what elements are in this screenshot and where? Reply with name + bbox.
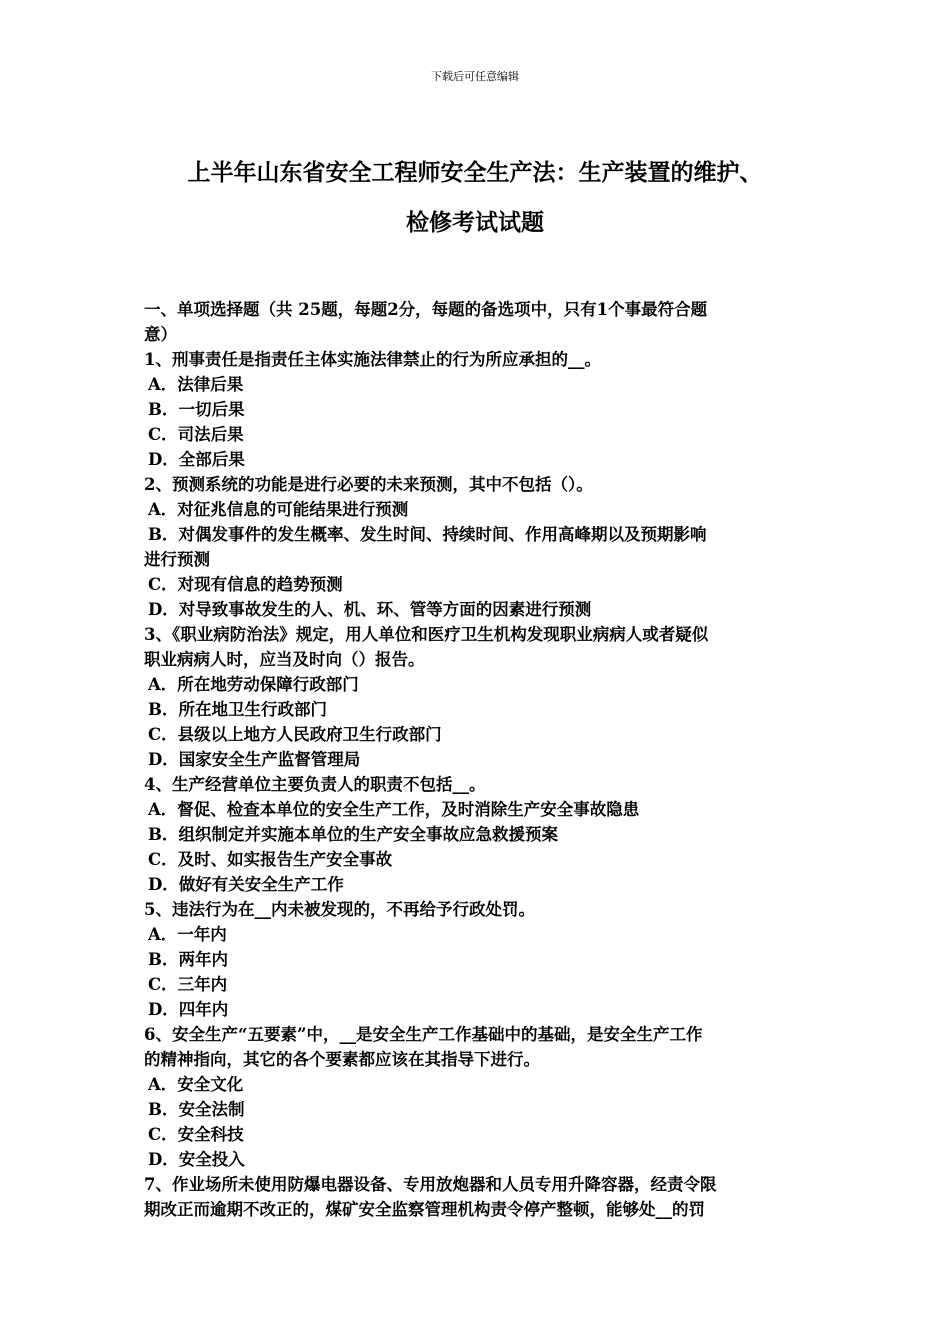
- option-c: C．安全科技: [148, 1125, 244, 1144]
- option-c: C．司法后果: [148, 425, 244, 444]
- question-stem: 5、违法行为在__内未被发现的，不再给予行政处罚。: [144, 900, 535, 919]
- option-d: D．安全投入: [148, 1150, 245, 1169]
- option-a: A．法律后果: [148, 375, 244, 394]
- question-stem-line-1: 7、作业场所未使用防爆电器设备、专用放炮器和人员专用升降容器，经责令限: [144, 1175, 717, 1194]
- option-d: D．全部后果: [148, 450, 245, 469]
- question-stem-line-1: 6、安全生产“五要素”中，__是安全生产工作基础中的基础，是安全生产工作: [144, 1025, 703, 1044]
- question-2: [144, 472, 812, 622]
- question-1: [144, 347, 812, 472]
- title-line-2: 检修考试试题: [406, 209, 544, 236]
- question-stem-line-1: 3、《职业病防治法》规定，用人单位和医疗卫生机构发现职业病病人或者疑似: [144, 625, 709, 644]
- option-d: D．对导致事故发生的人、机、环、管等方面的因素进行预测: [148, 600, 592, 619]
- document-title: [130, 148, 820, 248]
- option-b: B．组织制定并实施本单位的生产安全事故应急救援预案: [148, 825, 558, 844]
- option-a: A．对征兆信息的可能结果进行预测: [148, 500, 409, 519]
- option-d: D．做好有关安全生产工作: [148, 875, 344, 894]
- option-b-line-1: B．对偶发事件的发生概率、发生时间、持续时间、作用高峰期以及预期影响: [148, 525, 707, 544]
- option-c: C．及时、如实报告生产安全事故: [148, 850, 393, 869]
- option-b: B．安全法制: [148, 1100, 245, 1119]
- title-line-1: 上半年山东省安全工程师安全生产法：生产装置的维护、: [187, 159, 763, 186]
- option-c: C．三年内: [148, 975, 228, 994]
- option-a: A．安全文化: [148, 1075, 244, 1094]
- option-a: A．所在地劳动保障行政部门: [148, 675, 359, 694]
- header-note: 下载后可任意编辑: [431, 70, 519, 83]
- question-stem: 2、预测系统的功能是进行必要的未来预测，其中不包括（）。: [144, 475, 593, 494]
- section-heading-line-1: 一、单项选择题（共 25题，每题2分，每题的备选项中，只有1个事最符合题: [144, 300, 708, 319]
- option-c: C．县级以上地方人民政府卫生行政部门: [148, 725, 442, 744]
- option-a: A．一年内: [148, 925, 227, 944]
- option-b: B．一切后果: [148, 400, 245, 419]
- question-stem-line-2: 期改正而逾期不改正的，煤矿安全监察管理机构责令停产整顿，能够处__的罚: [144, 1200, 705, 1219]
- question-3: [144, 622, 812, 772]
- question-stem-line-2: 的精神指向，其它的各个要素都应该在其指导下进行。: [144, 1050, 540, 1069]
- section-heading-line-2: 意）: [144, 325, 177, 344]
- question-stem-line-2: 职业病病人时，应当及时向（）报告。: [144, 650, 425, 669]
- option-b-line-2: 进行预测: [144, 550, 210, 569]
- option-b: B．所在地卫生行政部门: [148, 700, 327, 719]
- question-4: [144, 772, 812, 897]
- document-body: [144, 297, 812, 1222]
- option-c: C．对现有信息的趋势预测: [148, 575, 343, 594]
- question-7: [144, 1172, 812, 1222]
- question-6: [144, 1022, 812, 1172]
- option-a: A．督促、检查本单位的安全生产工作，及时消除生产安全事故隐患: [148, 800, 640, 819]
- option-d: D．国家安全生产监督管理局: [148, 750, 361, 769]
- option-d: D．四年内: [148, 1000, 229, 1019]
- option-b: B．两年内: [148, 950, 228, 969]
- question-stem: 4、生产经营单位主要负责人的职责不包括__。: [144, 775, 486, 794]
- question-stem: 1、刑事责任是指责任主体实施法律禁止的行为所应承担的__。: [144, 350, 601, 369]
- question-5: [144, 897, 812, 1022]
